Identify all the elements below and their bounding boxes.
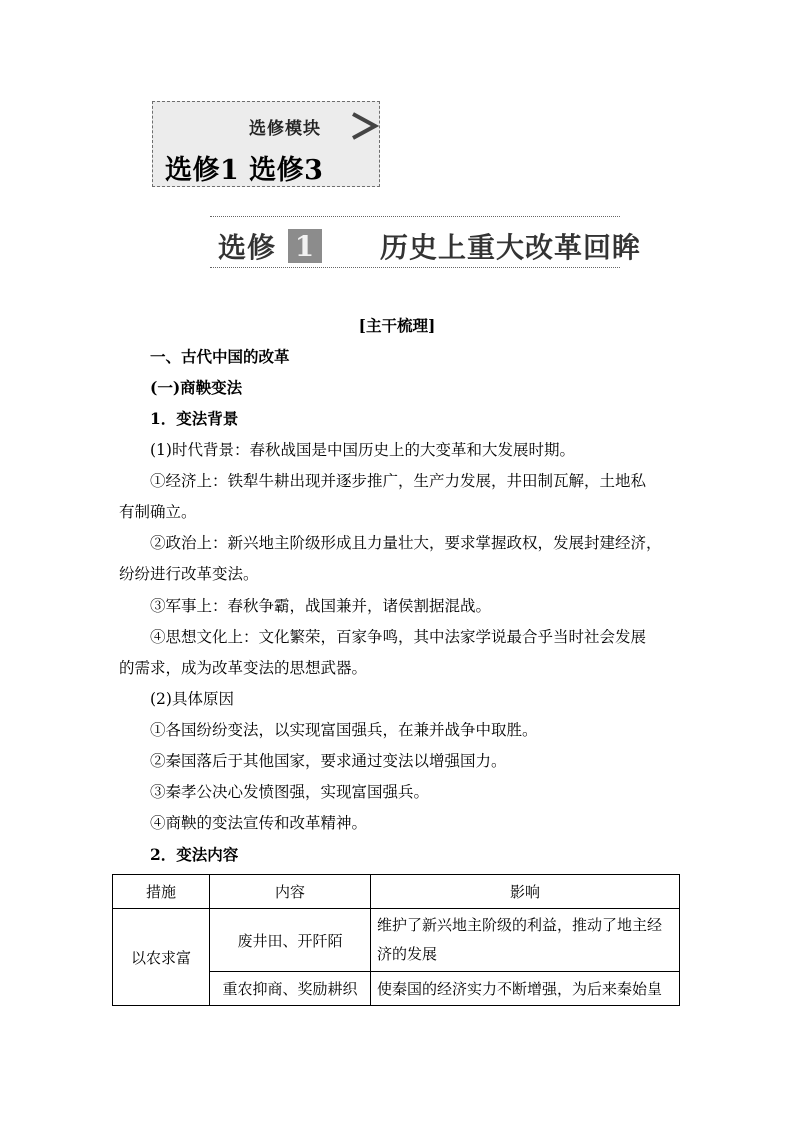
heading-reform-background: 1．变法背景 [150,409,239,428]
heading-ancient-china-reform: 一、古代中国的改革 [150,347,290,366]
paragraph-politics-line1: ②政治上：新兴地主阶级形成且力量壮大，要求掌握政权，发展封建经济， [150,534,662,552]
reform-measures-table [112,874,680,1006]
paragraph-thought-line1: ④思想文化上：文化繁荣，百家争鸣，其中法家学说最合乎当时社会发展 [150,628,647,646]
paragraph-military: ③军事上：春秋争霸，战国兼并，诸侯割据混战。 [150,597,492,615]
paragraph-era-background: (1)时代背景：春秋战国是中国历史上的大变革和大发展时期。 [150,441,575,459]
module-title: 选修1 选修3 [165,155,324,186]
chapter-heading [218,226,641,266]
module-banner [152,101,380,187]
table-header-row [113,875,680,909]
category-cell: 以农求富 [113,909,210,1006]
heading-reform-content: 2．变法内容 [150,845,239,864]
impact-cell: 维护了新兴地主阶级的利益，推动了地主经济的发展 [371,909,680,972]
heading-specific-reasons: (2)具体原因 [150,690,234,708]
header-content: 内容 [210,875,371,909]
chevron-right-icon [349,110,379,142]
paragraph-thought-line2: 的需求，成为改革变法的思想武器。 [119,659,368,677]
content-cell: 废井田、开阡陌 [210,909,371,972]
table-row [113,909,680,972]
content-cell: 重农抑商、奖励耕织 [210,972,371,1006]
module-label: 选修模块 [249,119,321,139]
chapter-title: 历史上重大改革回眸 [380,231,642,264]
reason-3: ③秦孝公决心发愤图强，实现富国强兵。 [150,783,430,801]
chapter-prefix: 选修 [218,231,277,264]
reason-4: ④商鞅的变法宣传和改革精神。 [150,814,368,832]
header-measure: 措施 [113,875,210,909]
header-impact: 影响 [371,875,680,909]
paragraph-politics-line2: 纷纷进行改革变法。 [119,565,259,583]
reason-1: ①各国纷纷变法，以实现富国强兵，在兼并战争中取胜。 [150,721,538,739]
section-heading: [主干梳理] [358,316,436,335]
chapter-number: 1 [288,229,322,263]
paragraph-economy-line2: 有制确立。 [119,503,197,521]
divider-bottom [210,267,620,268]
paragraph-economy-line1: ①经济上：铁犁牛耕出现并逐步推广，生产力发展，井田制瓦解，土地私 [150,472,647,490]
divider-top [210,216,620,217]
heading-shang-yang-reform: (一)商鞅变法 [150,378,243,397]
reason-2: ②秦国落后于其他国家，要求通过变法以增强国力。 [150,752,507,770]
impact-cell: 使秦国的经济实力不断增强，为后来秦始皇 [371,972,680,1006]
